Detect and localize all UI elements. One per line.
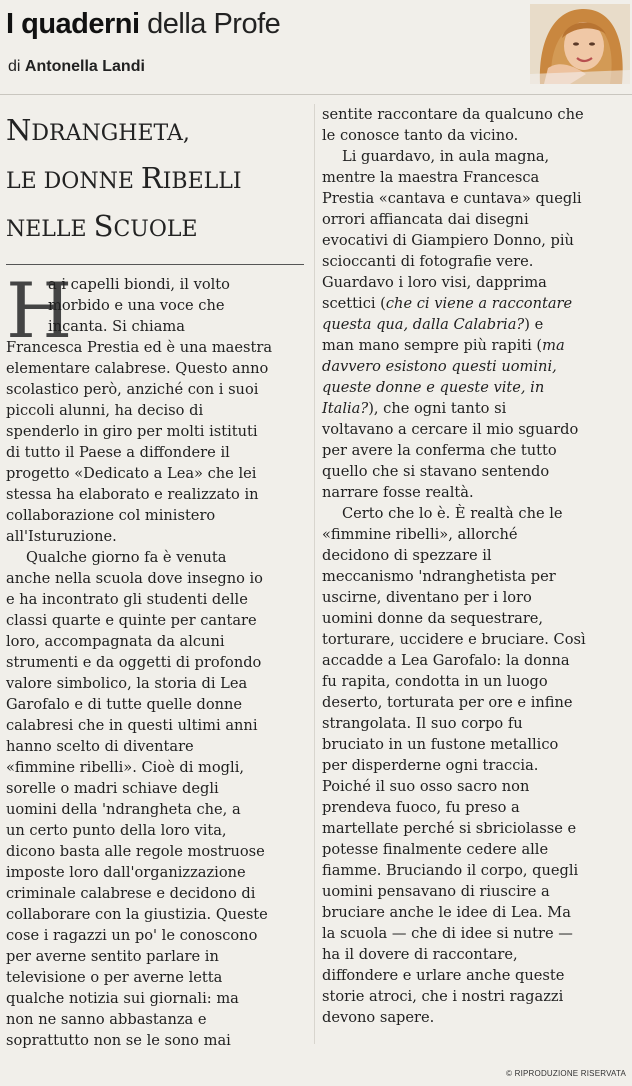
copyright-notice: © RIPRODUZIONE RISERVATA [506, 1069, 626, 1078]
body-column-right: sentite raccontare da qualcuno che le conosce tanto da vicino. Li guardavo, in aula magna, mentre la maestra Francesca Prestia «cantava e cuntava» quegli orrori affiancata dai disegni evocativi di Giampiero Donno, più scioccanti di fotografie vere. Guardavo i loro visi, dapprima scettici (che ci viene a raccontare questa qua, dalla Calabria?) e man mano sempre più rapiti (ma davvero esistono questi uomini, queste donne e queste vite, in Italia?), che ogni tanto si voltavano a cercare il mio sguardo per avere la conferma che tutto quello che si stavano sentendo narrare fosse realtà. Certo che lo è. È realtà che le «fimmine ribelli», allorché decidono di spezzare il meccanismo 'ndranghetista per uscirne, diventano per i loro uomini donne da sequestrare, torturare, uccidere e bruciare. Così accadde a Lea Garofalo: la donna fu rapita, condotta in un luogo deserto, torturata per ore e infine strangolata. Il suo corpo fu bruciato in un fustone metallico per disperderne ogni traccia. Poiché il suo osso sacro non prendeva fuoco, fu preso a martellate perché si sbriciolasse e potesse finalmente cedere alle fiamme. Bruciando il corpo, quegli uomini pensavano di riuscire a bruciare anche le idee di Lea. Ma la scuola — che di idee si nutre — ha il dovere di raccontare, diffondere e urlare anche queste storie atroci, che i nostri ragazzi devono sapere. [322, 106, 586, 1026]
rubric-title: I quaderni della Profe [6, 8, 281, 40]
headline: NDRANGHETA, LE DONNE RIBELLI NELLE SCUOLE [6, 113, 242, 243]
drop-cap: H [6, 266, 73, 355]
byline: di Antonella Landi [8, 58, 145, 75]
header-divider [0, 94, 632, 95]
author-name: Antonella Landi [24, 58, 145, 75]
column-header [0, 0, 632, 92]
author-photo-icon [530, 4, 630, 84]
body-column-left: a i capelli biondi, il volto morbido e una voce che incanta. Si chiama Francesca Prestia ed è una maestra elementare calabrese. Questo anno scolastico però, anziché con i suoi piccoli alunni, ha deciso di spenderlo in giro per molti istituti di tutto il Paese a diffondere il progetto «Dedicato a Lea» che lei stessa ha elaborato e realizzato in collaborazione col ministero all'Isturuzione. Qualche giorno fa è venuta anche nella scuola dove insegno io e ha incontrato gli studenti delle classi quarte e quinte per cantare loro, accompagnata da alcuni strumenti e da oggetti di profondo valore simbolico, la storia di Lea Garofalo e di tutte quelle donne calabresi che in questi ultimi anni hanno scelto di diventare «fimmine ribelli». Cioè di mogli, sorelle o madri schiave degli uomini della 'ndrangheta che, a un certo punto della loro vita, dicono basta alle regole mostruose imposte loro dall'organizzazione criminale calabrese e decidono di collaborare con la giustizia. Queste cose i ragazzi un po' le conoscono per averne sentito parlare in televisione o per averne letta qualche notizia sui giornali: ma non ne sanno abbastanza e soprattutto non se le sono mai [6, 276, 273, 1049]
author-portrait [530, 4, 630, 84]
headline-divider [6, 264, 304, 265]
column-gutter [314, 104, 315, 1044]
